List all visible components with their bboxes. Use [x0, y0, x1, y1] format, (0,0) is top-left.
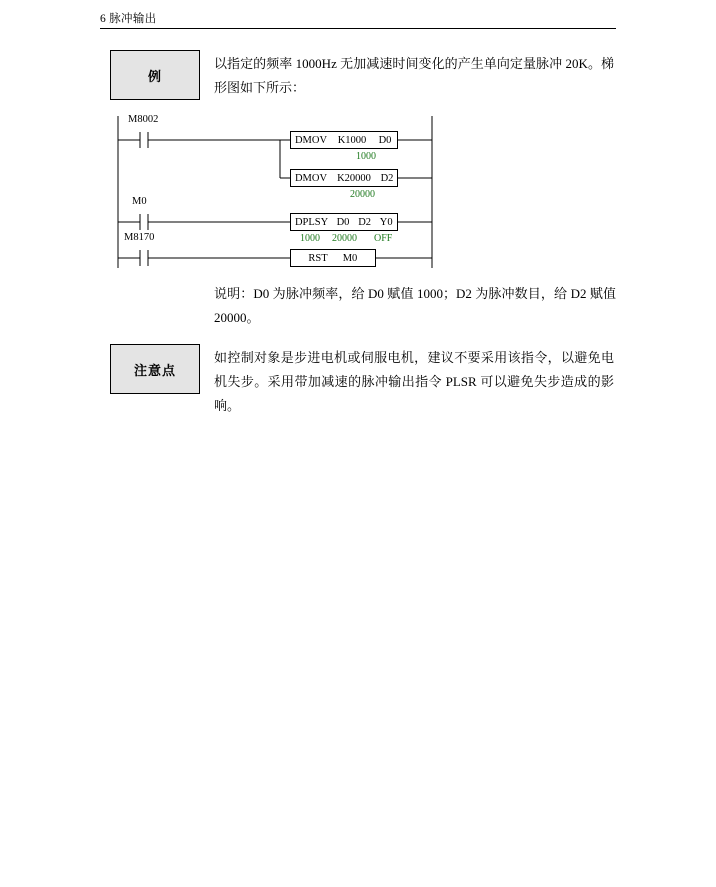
- instruction-mnemonic: RST: [308, 252, 328, 264]
- instruction-operand: M0: [342, 252, 358, 264]
- monitor-value-dplsy-state: OFF: [374, 233, 393, 244]
- instruction-mnemonic: DMOV: [294, 134, 328, 146]
- example-badge: 例: [110, 50, 200, 100]
- header-divider: [100, 28, 616, 29]
- contact-label-m8170: M8170: [124, 232, 155, 243]
- instruction-operand: D0: [378, 134, 392, 146]
- monitor-value-dplsy-count: 20000: [332, 233, 357, 244]
- ladder-diagram: [110, 110, 550, 275]
- instruction-operand: D0: [336, 216, 350, 228]
- instruction-operand: K20000: [337, 172, 371, 184]
- example-description: 以指定的频率 1000Hz 无加减速时间变化的产生单向定量脉冲 20K。梯形图如下所示：: [214, 56, 614, 95]
- instruction-operand: D2: [358, 216, 372, 228]
- note-badge: 注意点: [110, 344, 200, 394]
- monitor-value-dmov-1: 1000: [356, 151, 376, 162]
- instruction-mnemonic: DMOV: [294, 172, 328, 184]
- instruction-operand: Y0: [379, 216, 393, 228]
- instruction-block-dplsy: [290, 213, 398, 231]
- note-description: 如控制对象是步进电机或伺服电机，建议不要采用该指令，以避免电机失步。采用带加减速的脉冲输出指令 PLSR 可以避免失步造成的影响。: [214, 350, 614, 413]
- instruction-mnemonic: DPLSY: [294, 216, 329, 228]
- instruction-operand: D2: [380, 172, 394, 184]
- page-header: 6 脉冲输出: [100, 13, 157, 25]
- contact-label-m0: M0: [132, 196, 147, 207]
- monitor-value-dplsy-freq: 1000: [300, 233, 320, 244]
- instruction-block-dmov-2: [290, 169, 398, 187]
- instruction-operand: K1000: [337, 134, 367, 146]
- explanation-text: 说明：D0 为脉冲频率，给 D0 赋值 1000；D2 为脉冲数目，给 D2 赋值 20000。: [214, 286, 616, 325]
- contact-label-m8002: M8002: [128, 114, 159, 125]
- monitor-value-dmov-2: 20000: [350, 189, 375, 200]
- instruction-block-dmov-1: [290, 131, 398, 149]
- instruction-block-rst: [290, 249, 376, 267]
